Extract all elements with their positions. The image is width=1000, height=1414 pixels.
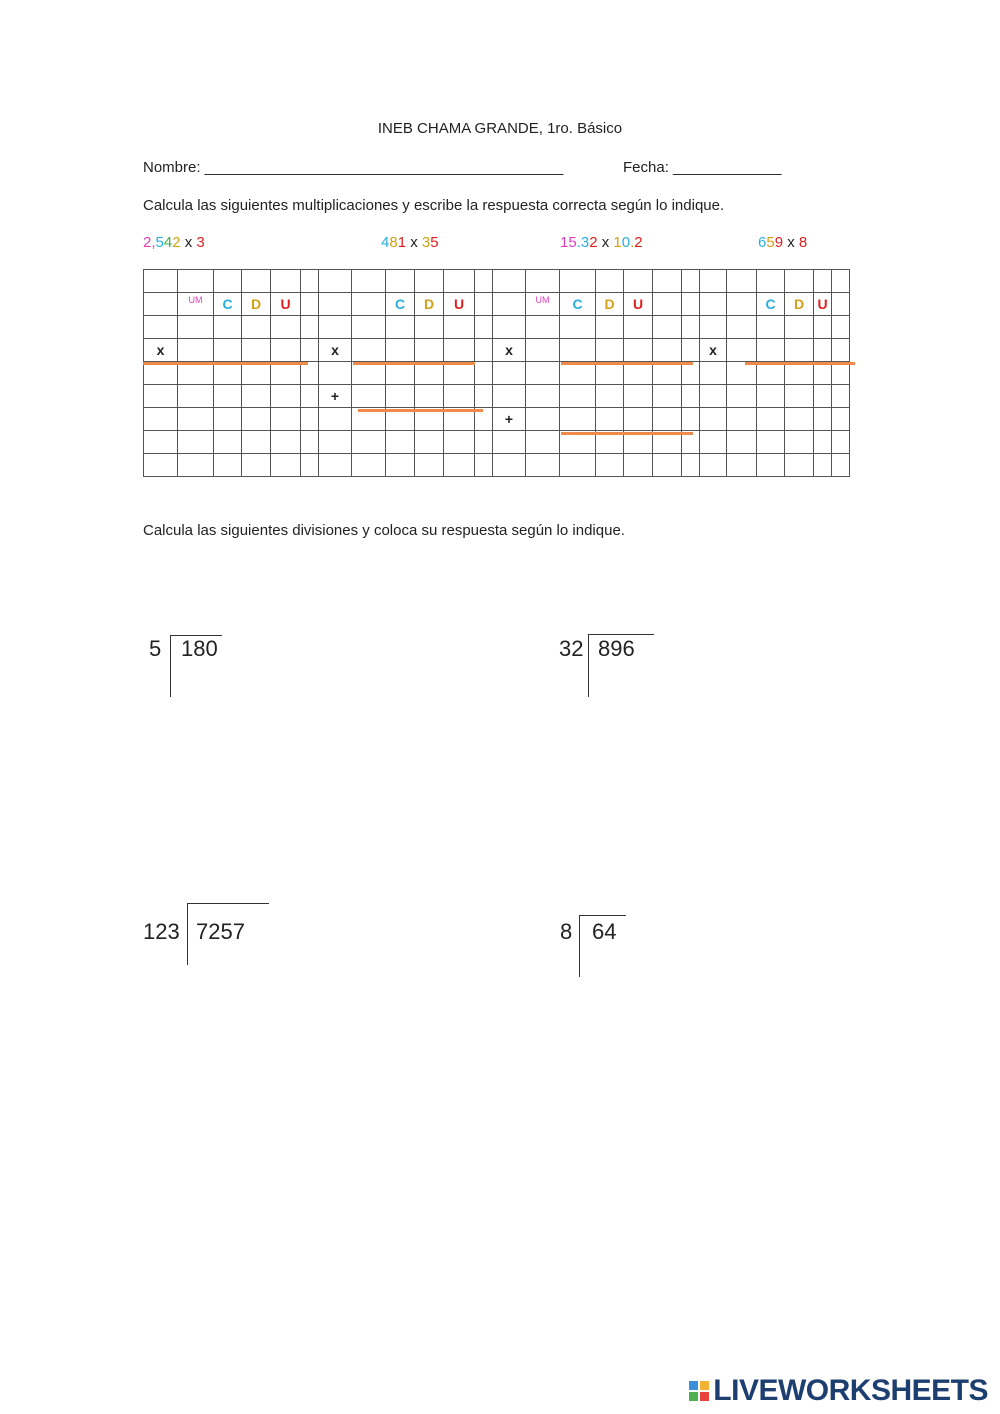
problem-digit: 2	[143, 234, 152, 251]
division-divisor: 8	[560, 919, 573, 944]
division-dividend[interactable]: 64	[592, 919, 617, 944]
problem-digit: 5	[155, 234, 164, 251]
division-divisor: 5	[149, 636, 162, 661]
liveworksheets-logo	[689, 1374, 988, 1408]
division-bracket	[588, 634, 589, 697]
problem-digit: x	[783, 234, 799, 251]
logo-square	[700, 1381, 709, 1390]
problem-digit: ,	[151, 234, 156, 251]
u-header: U	[814, 293, 832, 316]
times-sign: x	[144, 339, 178, 362]
grid-row	[144, 270, 850, 293]
plus-sign: +	[319, 385, 352, 408]
logo-text: LIVEWORKSHEETS	[713, 1374, 988, 1407]
times-sign: x	[319, 339, 352, 362]
division-bracket	[579, 915, 580, 977]
plus-row	[144, 408, 850, 431]
answer-line	[745, 362, 855, 365]
problem-digit: x	[406, 234, 422, 251]
problem-digit: 2	[589, 234, 598, 251]
place-value-header-row	[144, 293, 850, 316]
problem-digit: .	[576, 234, 581, 251]
date-field[interactable]: Fecha: _____________	[623, 159, 782, 176]
problem-digit: 4	[381, 234, 390, 251]
c-header: C	[214, 293, 242, 316]
problem-digit: 3	[580, 234, 590, 251]
liveworksheets-logo-icon	[689, 1381, 709, 1401]
answer-line	[561, 362, 693, 365]
problem-digit: 8	[798, 234, 808, 251]
division-divisor: 32	[559, 636, 584, 661]
multiplication-problem-4	[758, 234, 807, 251]
answer-line	[353, 362, 475, 365]
division-bracket	[187, 903, 269, 904]
c-header: C	[757, 293, 785, 316]
d-header: D	[785, 293, 814, 316]
times-row	[144, 339, 850, 362]
problem-digit: 8	[389, 234, 398, 251]
times-sign: x	[700, 339, 727, 362]
division-bracket	[187, 903, 188, 965]
u-header: U	[444, 293, 475, 316]
problem-digit: x	[180, 234, 197, 251]
u-header: U	[271, 293, 301, 316]
problem-digit: 9	[774, 234, 784, 251]
grid-row	[144, 454, 850, 477]
u-header: U	[624, 293, 653, 316]
logo-square	[689, 1381, 698, 1390]
problem-digit: 1	[560, 234, 569, 251]
division-bracket	[588, 634, 654, 635]
problem-digit: 0	[621, 234, 631, 251]
multiplication-problem-3	[560, 234, 643, 251]
problem-digit: 1	[613, 234, 622, 251]
problem-digit: 3	[196, 234, 205, 251]
problem-digit: 5	[766, 234, 775, 251]
problem-digit: 5	[568, 234, 577, 251]
name-field[interactable]: Nombre: ___________________________________________	[143, 159, 564, 176]
problem-digit: 2	[634, 234, 643, 251]
problem-digit: x	[597, 234, 614, 251]
um-header: UM	[188, 295, 203, 305]
multiplication-problem-1	[143, 234, 205, 251]
grid-row	[144, 431, 850, 454]
problem-digit: .	[630, 234, 635, 251]
times-sign: x	[493, 339, 526, 362]
plus-row	[144, 385, 850, 408]
problem-digit: 4	[163, 234, 173, 251]
division-bracket	[579, 915, 626, 916]
grid-row	[144, 316, 850, 339]
logo-square	[689, 1392, 698, 1401]
problem-digit: 2	[172, 234, 181, 251]
c-header: C	[560, 293, 596, 316]
d-header: D	[242, 293, 271, 316]
problem-digit: 6	[758, 234, 767, 251]
plus-sign: +	[493, 408, 526, 431]
problem-digit: 3	[421, 234, 431, 251]
division-instruction: Calcula las siguientes divisiones y coloca su respuesta según lo indique.	[143, 522, 625, 539]
answer-line	[143, 362, 308, 365]
d-header: D	[596, 293, 624, 316]
problem-digit: 5	[430, 234, 439, 251]
division-dividend[interactable]: 896	[598, 636, 635, 661]
answer-line	[561, 432, 693, 435]
division-dividend[interactable]: 7257	[196, 919, 245, 944]
division-bracket	[170, 635, 171, 697]
d-header: D	[415, 293, 444, 316]
um-header: UM	[535, 295, 550, 305]
multiplication-problem-2	[381, 234, 439, 251]
problem-digit: 1	[397, 234, 407, 251]
logo-square	[700, 1392, 709, 1401]
answer-line	[358, 409, 483, 412]
multiplication-grid	[143, 269, 850, 477]
division-divisor: 123	[143, 919, 180, 944]
worksheet-title: INEB CHAMA GRANDE, 1ro. Básico	[377, 120, 623, 137]
c-header: C	[386, 293, 415, 316]
multiplication-instruction: Calcula las siguientes multiplicaciones y escribe la respuesta correcta según lo indique.	[143, 197, 725, 214]
division-dividend[interactable]: 180	[181, 636, 218, 661]
